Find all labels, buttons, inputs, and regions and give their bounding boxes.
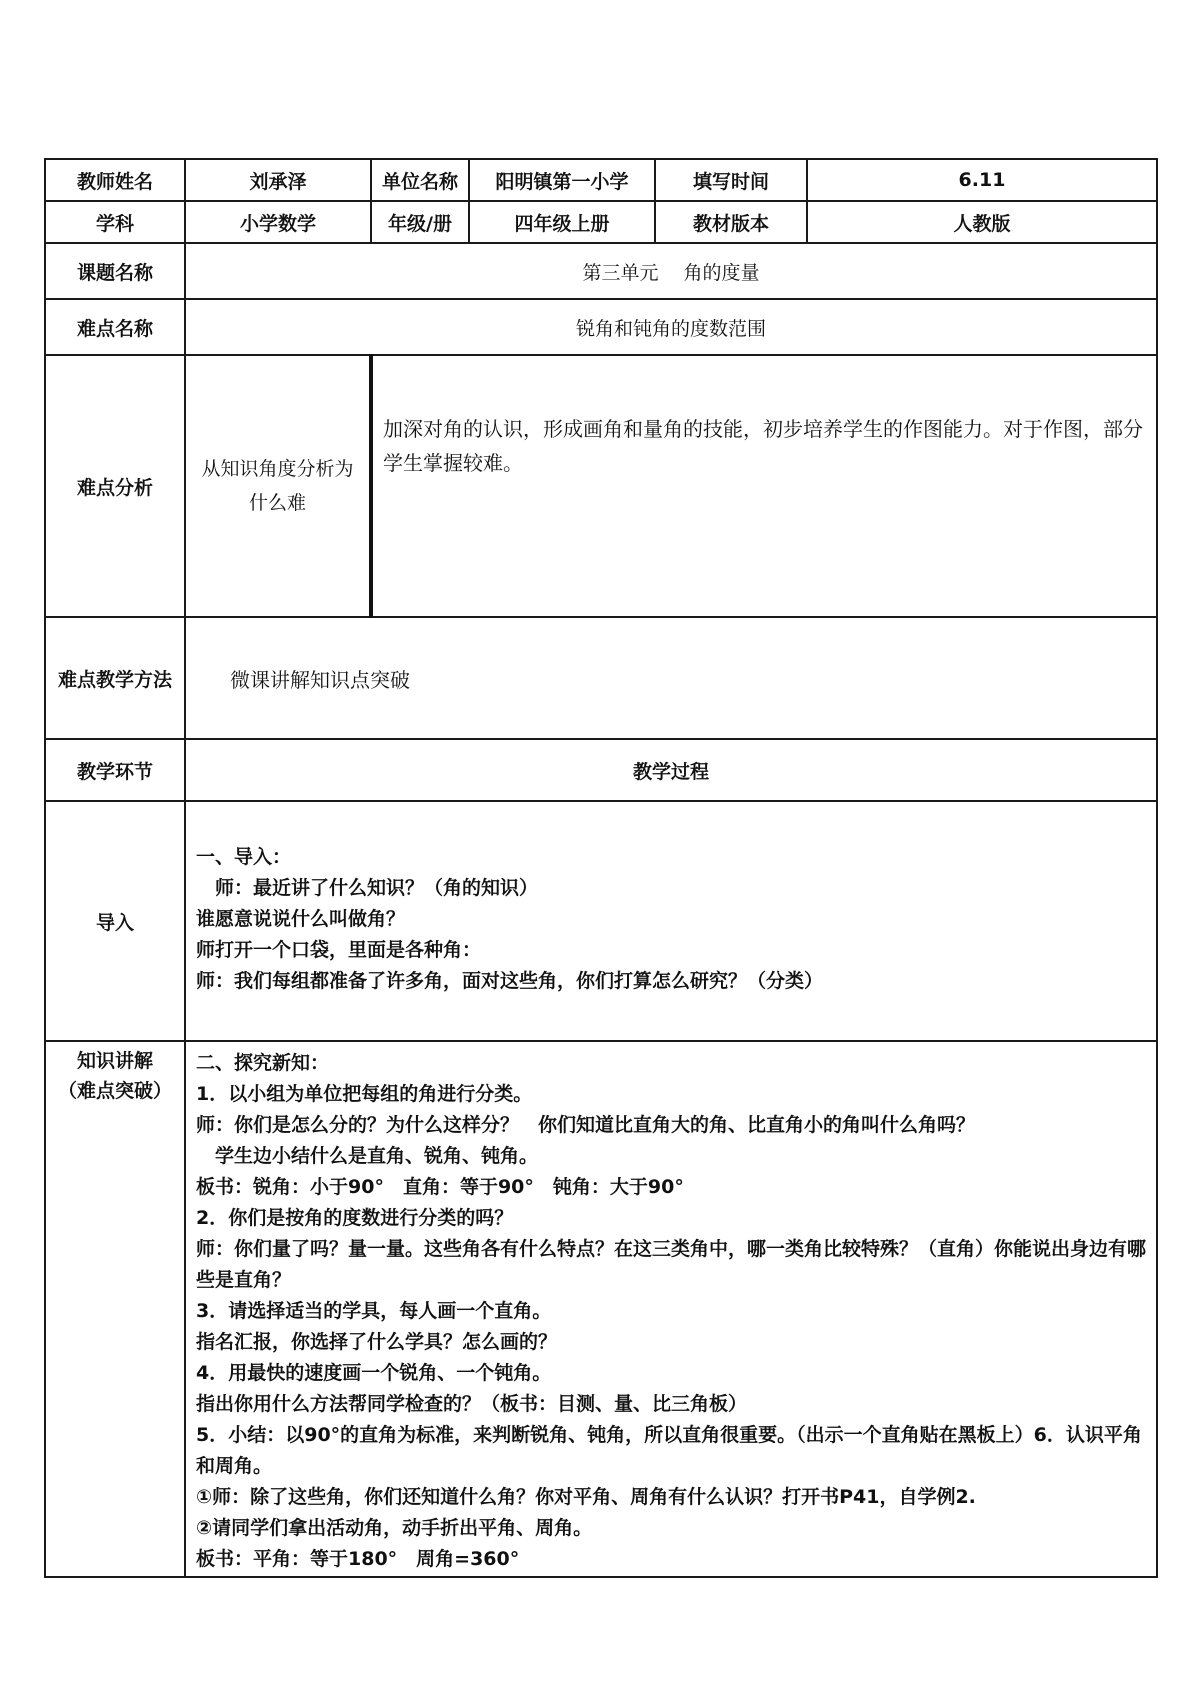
- teacher-value: 刘承泽: [185, 159, 371, 201]
- intro-text: [186, 802, 1156, 997]
- unit-value: 阳明镇第一小学: [469, 159, 655, 201]
- analysis-sub-label-line-2: 什么难: [248, 492, 306, 514]
- header-row-1: [45, 159, 1157, 201]
- knowledge-label-line-1: 知识讲解: [76, 1050, 153, 1072]
- grade-value: 四年级上册: [469, 201, 655, 243]
- edition-label: 教材版本: [655, 201, 807, 243]
- teacher-label: 教师姓名: [45, 159, 185, 201]
- process-stage-label: 教学环节: [45, 739, 185, 801]
- knowledge-line: 指出你用什么方法帮同学检查的？（板书：目测、量、比三角板）: [196, 1393, 748, 1415]
- knowledge-line: 师：你们量了吗？量一量。这些角各有什么特点？在这三类角中，哪一类角比较特殊？（直角）你能说出身边有哪些是直角？: [196, 1238, 1147, 1291]
- intro-row: [45, 801, 1157, 1041]
- knowledge-line: 1．以小组为单位把每组的角进行分类。: [196, 1083, 533, 1105]
- topic-value: 第三单元 角的度量: [185, 243, 1157, 299]
- analysis-sub-label: [185, 355, 371, 617]
- intro-line: 师：最近讲了什么知识？（角的知识）: [196, 877, 539, 899]
- knowledge-line: 二、探究新知：: [196, 1052, 330, 1074]
- difficulty-value: 锐角和钝角的度数范围: [185, 299, 1157, 355]
- intro-line: 师打开一个口袋，里面是各种角：: [196, 939, 482, 961]
- knowledge-line: 师：你们是怎么分的？为什么这样分？ 你们知道比直角大的角、比直角小的角叫什么角吗？: [196, 1114, 976, 1136]
- method-value: 微课讲解知识点突破: [230, 667, 410, 692]
- knowledge-line: 指名汇报，你选择了什么学具？怎么画的？: [196, 1331, 558, 1353]
- intro-line: 谁愿意说说什么叫做角？: [196, 908, 406, 930]
- header-row-2: [45, 201, 1157, 243]
- knowledge-row: [45, 1041, 1157, 1577]
- method-cell: [185, 617, 1157, 739]
- knowledge-line: ②请同学们拿出活动角，动手折出平角、周角。: [196, 1517, 593, 1539]
- process-label: 教学过程: [185, 739, 1157, 801]
- knowledge-line: 学生边小结什么是直角、锐角、钝角。: [196, 1145, 539, 1167]
- intro-cell: [185, 801, 1157, 1041]
- analysis-row: [45, 355, 1157, 617]
- topic-row: [45, 243, 1157, 299]
- knowledge-text: [186, 1042, 1156, 1575]
- method-label: 难点教学方法: [45, 617, 185, 739]
- difficulty-row: [45, 299, 1157, 355]
- unit-label: 单位名称: [371, 159, 469, 201]
- intro-label: 导入: [45, 801, 185, 1041]
- date-label: 填写时间: [655, 159, 807, 201]
- intro-line: 师：我们每组都准备了许多角，面对这些角，你们打算怎么研究？（分类）: [196, 970, 824, 992]
- knowledge-line: 3．请选择适当的学具，每人画一个直角。: [196, 1300, 552, 1322]
- subject-label: 学科: [45, 201, 185, 243]
- intro-line: 一、导入：: [196, 846, 292, 868]
- knowledge-cell: [185, 1041, 1157, 1577]
- topic-label: 课题名称: [45, 243, 185, 299]
- difficulty-label: 难点名称: [45, 299, 185, 355]
- knowledge-line: 4．用最快的速度画一个锐角、一个钝角。: [196, 1362, 552, 1384]
- method-row: [45, 617, 1157, 739]
- knowledge-line: 板书：锐角：小于90° 直角：等于90° 钝角：大于90°: [196, 1176, 684, 1198]
- lesson-plan-table: [44, 158, 1156, 1578]
- knowledge-line: ①师：除了这些角，你们还知道什么角？你对平角、周角有什么认识？打开书P41，自学例2.: [196, 1486, 976, 1508]
- analysis-text: 加深对角的认识，形成画角和量角的技能，初步培养学生的作图能力。对于作图，部分学生掌握较难。: [383, 417, 1143, 475]
- edition-value: 人教版: [807, 201, 1157, 243]
- subject-value: 小学数学: [185, 201, 371, 243]
- knowledge-label: [45, 1041, 185, 1577]
- process-header-row: [45, 739, 1157, 801]
- knowledge-line: 2．你们是按角的度数进行分类的吗？: [196, 1207, 514, 1229]
- knowledge-line: 板书：平角：等于180° 周角=360°: [196, 1548, 520, 1570]
- knowledge-label-line-2: （难点突破）: [57, 1080, 172, 1102]
- analysis-label: 难点分析: [45, 355, 185, 617]
- analysis-sub-label-line-1: 从知识角度分析为: [201, 458, 354, 480]
- date-value: 6.11: [807, 159, 1157, 201]
- analysis-text-cell: [371, 355, 1157, 617]
- grade-label: 年级/册: [371, 201, 469, 243]
- knowledge-line: 5．小结：以90°的直角为标准，来判断锐角、钝角，所以直角很重要。（出示一个直角贴在黑板上）6．认识平角和周角。: [196, 1424, 1142, 1477]
